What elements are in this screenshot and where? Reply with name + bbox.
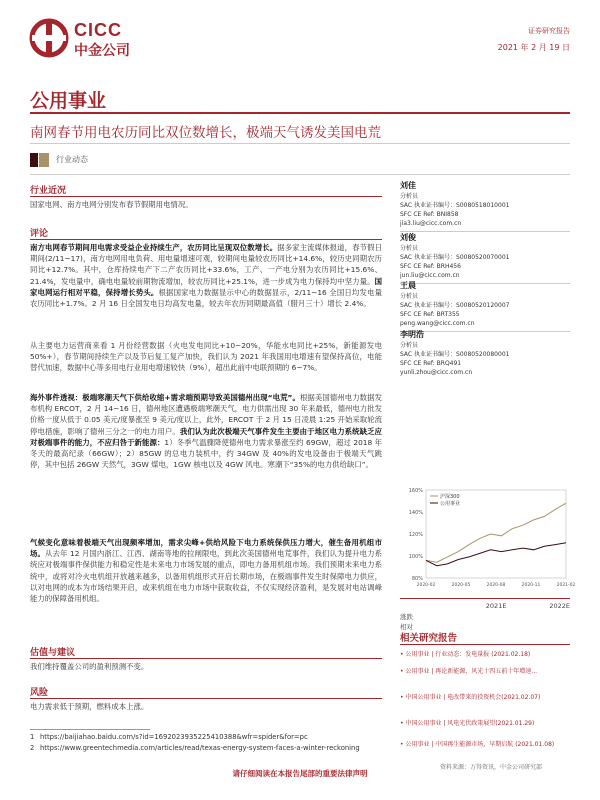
analyst-sfc: SFC CE Ref: BNI858	[400, 211, 459, 218]
x-tick-label: 2021-02	[556, 583, 576, 588]
x-tick-label: 2020-02	[416, 583, 436, 588]
related-heading: 相关研究报告	[400, 633, 458, 644]
section-line	[30, 196, 382, 197]
y-tick-label: 100%	[408, 554, 423, 560]
series-line-2	[426, 543, 566, 566]
legend-label: 沪深300	[440, 493, 460, 500]
table-header	[400, 602, 570, 612]
report-title: 南网春节用电农历同比双位数增长，极端天气诱发美国电荒	[30, 125, 381, 141]
market-table	[400, 602, 570, 632]
x-tick-label: 2020-05	[451, 583, 471, 588]
source-note: 资料来源：万得资讯，中金公司研究部	[440, 764, 543, 771]
analyst-card	[400, 180, 570, 232]
para-bold: 南方电网春节期间用电需求受益企业持续生产，农历同比呈现双位数增长。	[30, 243, 278, 252]
analyst-email[interactable]: jun.liu@cicc.com.cn	[400, 272, 460, 279]
analyst-cert: SAC 执业证书编号：S0080518010001	[400, 202, 510, 209]
analyst-sfc: SFC CE Ref: BRT355	[400, 311, 460, 318]
analyst-email[interactable]: peng.wang@cicc.com.cn	[400, 320, 475, 327]
table-cell: 涨跌	[400, 613, 413, 621]
para-text: 据多家主流媒体报道，春节假日期间(2/11~17)，南方电网用电负荷、用电量增速可观，较期间电量较农历同比+14.6%，较历史同期农历同比+12.7%。其中，仓库持续电产下二产农历同比+33.6%，工产、一产电分别为农历同比+15.6%、21.4%，发电量中，确电电量较前期物流增加，较农历同比+25.1%，进一步成为电力保持均中坚力量。	[30, 243, 382, 286]
para-text: 根据美国德州电力数据发布机构 ERCOT，2 月 14~16 日，德州地区遭遇极端寒潮天气，电力供需出现 30 年来最低，德州电力批发价格一度从低于 0.05 美元/度暴涨至 9 美元/度以上，此外，ERCOT 于 2 月 15 日凌晨 1:25 开始采取轮流停电措施，影响了德州三分之一的电力用户。	[30, 393, 382, 436]
para-bold: 我们认为此次极端天气事件发生主要由于地区电力系统缺乏应对极端事件的能力，不应归咎于新能源：	[30, 426, 382, 447]
section-line	[30, 698, 382, 699]
para-bold: 国家电网运行相对平稳，保持增长势头。	[30, 276, 382, 297]
analyst-email[interactable]: jia3.liu@cicc.com.cn	[400, 220, 462, 227]
report-date: 2021 年 2 月 19 日	[497, 43, 570, 52]
comment-para-2: 从主要电力运营商来看 1 月份经营数据（火电发电同比+10~20%，华能水电同比+25%，新能源发电 50%+），春节期间持续生产以及节后复工复产加快，我们认为 2021 年我国用电增速有望保持高位，电能替代加速，数据中心等多用电行业用电增速较快（9%），超出此前中电联预期的 6~7%。	[30, 341, 382, 373]
para-bold: 海外事件透视：极端寒潮天气下供给收缩+需求端预期导致美国德州出现“电荒”。	[30, 393, 300, 402]
comment-heading: 评论	[30, 229, 49, 239]
divider	[400, 644, 570, 645]
footnote-link[interactable]: https://www.greentechmedia.com/articles/read/texas-energy-system-faces-a-winter-reckoning	[40, 744, 360, 752]
footnote-link[interactable]: https://baijiahao.baidu.com/s?id=1692023935225410388&wfr=spider&for=pc	[40, 733, 308, 741]
logo-en: CICC	[74, 20, 122, 40]
legend-label: 公用事业	[440, 500, 461, 507]
y-tick-label: 160%	[408, 488, 423, 494]
analyst-card	[400, 280, 570, 332]
analyst-name: 王晨	[400, 281, 416, 290]
table-cell: 2021E	[485, 602, 507, 610]
analyst-email[interactable]: yunli.zhou@cicc.com.cn	[400, 369, 473, 376]
analyst-cert: SAC 执业证书编号：S0080520070001	[400, 254, 510, 261]
analyst-name: 李明浩	[400, 330, 424, 339]
comment-para-1	[30, 242, 382, 309]
tag-block-gold	[39, 153, 49, 167]
market-chart	[400, 482, 576, 594]
analyst-role: 分析员	[400, 245, 419, 252]
para-text: 1）冬季气温骤降使德州电力需求暴涨至约 69GW，超过 2018 年冬天的最高纪录（66GW）；2）85GW 的总电力装机中，约 34GW 及 40%的发电设备由于极端天气跳停，其中包括 26GW 天然气，3GW 煤电，1GW 核电以及 4GW 风电。寒潮下“35%的电力供给缺口”。	[30, 437, 383, 470]
analyst-sfc: SFC CE Ref: BRH456	[400, 263, 461, 270]
analyst-cert: SAC 执业证书编号：S0080520120007	[400, 302, 510, 309]
related-link[interactable]: • 中国公用事业 | 风电光伏政策展望(2021.01.29)	[400, 720, 535, 727]
footnote-number: 1	[30, 733, 35, 741]
risk-heading: 风险	[30, 688, 49, 698]
cicc-logo	[30, 18, 180, 62]
analyst-card	[400, 329, 570, 377]
y-tick-label: 80%	[411, 576, 423, 582]
analyst-card	[400, 232, 570, 284]
analyst-cert: SAC 执业证书编号：S0080520080001	[400, 351, 510, 358]
footnote-divider	[30, 729, 150, 730]
cicc-logo-icon	[30, 18, 68, 58]
table-row	[400, 612, 570, 622]
para-bold: 气候变化意味着极端天气出现频率增加，需求尖峰+供给风险下电力系统保供压力增大，催生备用机组市场。	[30, 538, 382, 559]
analyst-role: 分析员	[400, 193, 419, 200]
recent-heading: 行业近况	[30, 186, 67, 196]
logo-cn: 中金公司	[74, 43, 130, 59]
analyst-role: 分析员	[400, 293, 419, 300]
analyst-name: 刘佳	[400, 181, 416, 190]
divider	[30, 174, 570, 175]
valuation-heading: 估值与建议	[30, 648, 76, 658]
tag-label: 行业动态	[56, 155, 88, 164]
related-link[interactable]: • 中国公用事业 | 电改带来的投资机会(2021.02.07)	[400, 694, 541, 701]
divider	[30, 143, 570, 144]
analyst-role: 分析员	[400, 342, 419, 349]
sector-title: 公用事业	[30, 90, 107, 112]
related-link[interactable]: • 公用事业 | 再论新能源，风光十四五前十年增速...	[400, 668, 538, 675]
table-cell: 相对	[400, 623, 413, 631]
section-line	[30, 239, 382, 240]
y-tick-label: 120%	[408, 532, 423, 538]
x-tick-label: 2020-11	[521, 583, 541, 588]
report-type: 证券研究报告	[528, 27, 570, 35]
comment-para-3	[30, 392, 382, 470]
recent-text: 国家电网、南方电网分别发布春节假期用电情况。	[30, 200, 193, 209]
divider	[30, 112, 570, 114]
para-text: 根据国家电力数据显示中心的数据显示，2/11~16 全国日均发电量农历同比+1.7%。2 月 16 日全国发电日均高发电量，较去年农历同期最高值（腊月三十）增长 2.4%。	[30, 287, 382, 309]
y-tick-label: 140%	[408, 510, 423, 516]
valuation-text: 我们维持覆盖公司的盈利预测不变。	[30, 662, 149, 671]
x-tick-label: 2020-08	[486, 583, 506, 588]
comment-para-4	[30, 537, 382, 604]
table-cell: 2022E	[549, 602, 570, 610]
related-link[interactable]: • 公用事业 | 行业动态：发电量报 (2021.02.18)	[400, 651, 531, 658]
divider	[400, 598, 570, 599]
section-line	[30, 658, 382, 659]
analyst-name: 刘俊	[400, 233, 416, 242]
series-line-1	[426, 503, 566, 562]
legal-footer: 请仔细阅读在本报告尾部的重要法律声明	[232, 769, 368, 778]
risk-text: 电力需求低于预期，燃料成本上涨。	[30, 702, 149, 711]
para-text: 从去年 12 月国内浙江、江西、湖南等地的拉闸限电，到此次美国德州电荒事件，我们认为提升电力系统应对极端事件保供能力和稳定性是未来电力市场发展的重点，即电力备用机组市场。我们预期未来电力系统中，或将对冷火电机组开放越来越多，以备用机组形式开启长期市场，在极端事件发生时保障电力供应，以对电网的成本为市场结果开启，或来机组在电力市场中获取收益，不仅实现经济盈利，是发展对电站调峰能力的保障备用机组。	[30, 549, 382, 604]
related-link[interactable]: • 公用事业 | 中国再生能源市场，早期启航 (2021.01.08)	[400, 741, 555, 748]
tag-block-dark	[30, 153, 38, 167]
analyst-sfc: SFC CE Ref: BRQ491	[400, 360, 462, 367]
footnote-number: 2	[30, 744, 35, 752]
